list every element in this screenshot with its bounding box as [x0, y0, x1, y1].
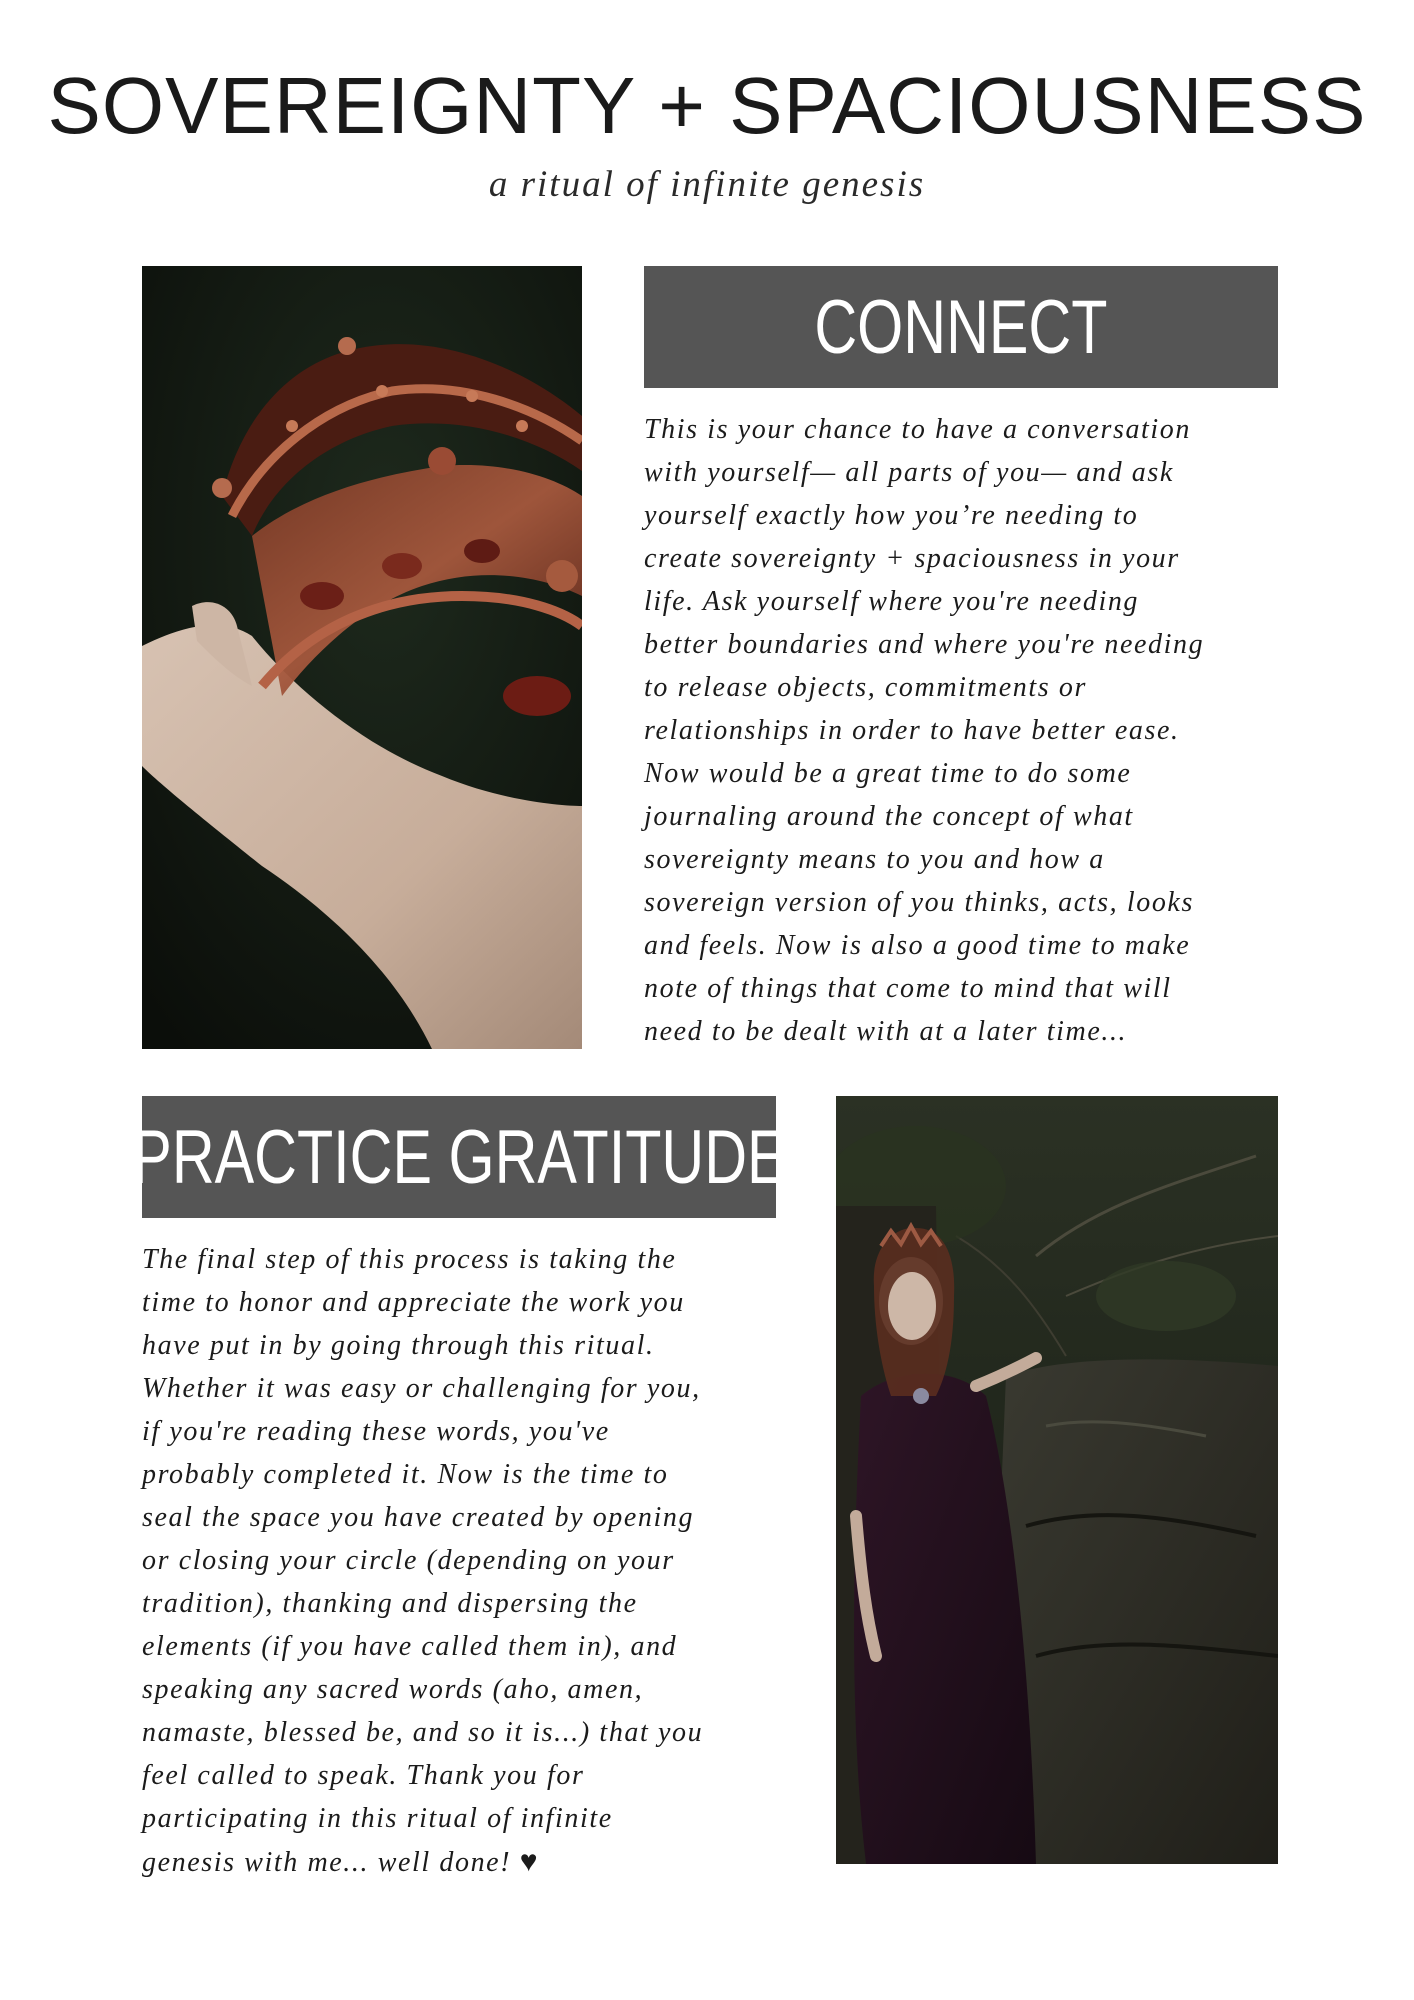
text-line: tradition), thanking and dispersing the	[142, 1588, 638, 1619]
text-line: time to honor and appreciate the work you	[142, 1287, 685, 1318]
text-line: feel called to speak. Thank you for	[142, 1760, 585, 1791]
text-line: seal the space you have created by opening	[142, 1502, 695, 1533]
text-line: with yourself— all parts of you— and ask	[644, 457, 1174, 488]
text-line: elements (if you have called them in), and	[142, 1631, 678, 1662]
page-subtitle: a ritual of infinite genesis	[488, 164, 926, 205]
text-line: sovereign version of you thinks, acts, looks	[644, 887, 1194, 918]
text-line: namaste, blessed be, and so it is...) that you	[142, 1717, 704, 1748]
text-line: need to be dealt with at a later time...	[644, 1016, 1128, 1047]
connect-heading: CONNECT	[644, 266, 1278, 388]
text-line: speaking any sacred words (aho, amen,	[142, 1674, 644, 1705]
practice-gratitude-heading: PRACTICE GRATITUDE	[142, 1096, 776, 1218]
text-line: relationships in order to have better ease.	[644, 715, 1180, 746]
crown-photo	[142, 266, 582, 1049]
text-line: if you're reading these words, you've	[142, 1416, 610, 1447]
crowned-woman-photo	[836, 1096, 1278, 1864]
text-line: The final step of this process is taking the	[142, 1244, 677, 1275]
heart-icon: ♥	[519, 1845, 540, 1878]
text-line: have put in by going through this ritual.	[142, 1330, 655, 1361]
text-line: better boundaries and where you're needing	[644, 629, 1205, 660]
text-line: This is your chance to have a conversation	[644, 414, 1192, 445]
text-line: yourself exactly how you’re needing to	[644, 500, 1139, 531]
gratitude-body	[142, 1238, 782, 1884]
text-line: or closing your circle (depending on your	[142, 1545, 675, 1576]
text-line: sovereignty means to you and how a	[644, 844, 1105, 875]
text-line: Whether it was easy or challenging for you,	[142, 1373, 701, 1404]
text-line: participating in this ritual of infinite	[142, 1803, 613, 1834]
text-line: life. Ask yourself where you're needing	[644, 586, 1140, 617]
text-line: and feels. Now is also a good time to make	[644, 930, 1191, 961]
text-line: genesis with me... well done!	[142, 1847, 512, 1878]
text-line: create sovereignty + spaciousness in your	[644, 543, 1180, 574]
text-line: journaling around the concept of what	[644, 801, 1134, 832]
page-title: SOVEREIGNTY + SPACIOUSNESS	[47, 61, 1367, 150]
text-line: probably completed it. Now is the time to	[142, 1459, 669, 1490]
text-line: note of things that come to mind that will	[644, 973, 1172, 1004]
text-line: Now would be a great time to do some	[644, 758, 1132, 789]
text-line: to release objects, commitments or	[644, 672, 1087, 703]
connect-body	[644, 408, 1284, 1053]
